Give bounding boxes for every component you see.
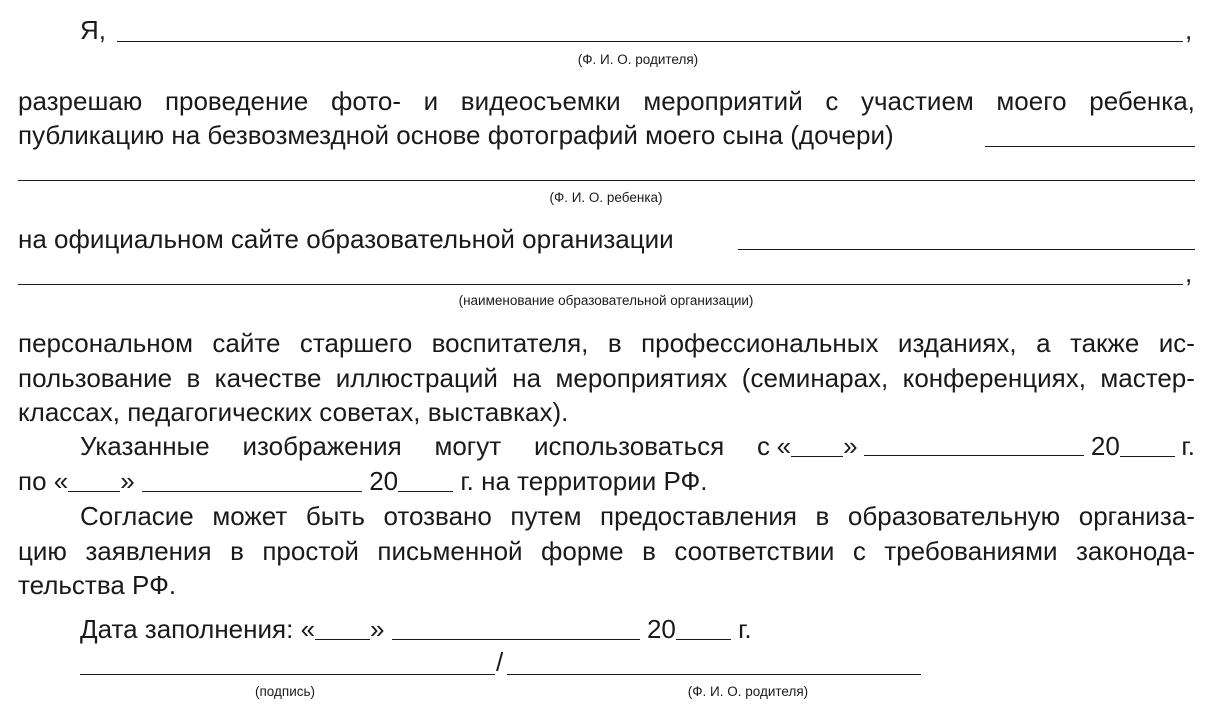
word: изображения — [242, 431, 402, 461]
word: ребенка, — [1089, 86, 1195, 116]
usage-paragraph-line-2 — [18, 363, 1195, 393]
usage-paragraph-line-3: классах, педагогических советах, выставках). — [18, 397, 569, 427]
withdraw-paragraph-line-3: тельства РФ. — [18, 570, 177, 600]
word: участием — [861, 86, 974, 116]
child-name-caption: (Ф. И. О. ребенка) — [549, 190, 663, 205]
word: качестве — [214, 363, 322, 393]
word: и — [423, 86, 439, 116]
word: соответствии — [674, 536, 835, 566]
word: письменной — [377, 536, 523, 566]
period-start-year: 20 — [1091, 431, 1175, 461]
official-site-text: на официальном сайте образовательной организации — [18, 224, 674, 254]
period-start-day: « » — [776, 431, 858, 461]
word: в — [815, 501, 830, 531]
word: моего — [996, 86, 1067, 116]
date-day-blank[interactable] — [315, 617, 370, 640]
period-end-suffix: г. на территории РФ. — [460, 466, 708, 496]
word: отозвано — [383, 501, 492, 531]
word: требованиями — [884, 536, 1058, 566]
word: с — [825, 86, 839, 116]
withdraw-paragraph-line-2 — [18, 536, 1195, 566]
word: использоваться — [533, 431, 725, 461]
consent-paragraph-line-1 — [18, 86, 1195, 116]
end-year-blank[interactable] — [398, 469, 453, 492]
organization-blank-part2[interactable] — [18, 284, 1183, 285]
word: видеосъемки — [460, 86, 621, 116]
organization-caption: (наименование образовательной организации) — [458, 293, 754, 308]
period-intro-text — [80, 431, 770, 461]
word: образовательную — [847, 501, 1061, 531]
word: на — [512, 363, 542, 393]
word: персональном — [18, 328, 193, 358]
word: изданиях, — [897, 328, 1017, 358]
word: Указанные — [80, 431, 210, 461]
word: (семинарах, — [741, 363, 889, 393]
word: законода- — [1075, 536, 1195, 566]
date-month-blank[interactable] — [392, 617, 640, 640]
word: с — [756, 431, 770, 461]
word: профессиональных — [641, 328, 879, 358]
signature-name-caption: (Ф. И. О. родителя) — [687, 684, 809, 699]
word: мероприятий — [643, 86, 803, 116]
signature-separator: / — [496, 647, 504, 677]
withdraw-paragraph-line-1 — [80, 501, 1195, 531]
parent-name-caption: (Ф. И. О. родителя) — [577, 52, 699, 67]
word: пользование — [18, 363, 173, 393]
child-name-blank-part1[interactable] — [985, 146, 1195, 147]
start-year-suffix: г. — [1181, 431, 1195, 461]
word: в — [642, 536, 656, 566]
usage-paragraph-line-1 — [18, 328, 1195, 358]
parent-line-comma: , — [1185, 15, 1193, 45]
word: может — [212, 501, 288, 531]
child-name-blank-part2[interactable] — [18, 180, 1195, 181]
word: воспитателя, — [431, 328, 589, 358]
word: быть — [305, 501, 365, 531]
organization-blank-part1[interactable] — [738, 249, 1195, 250]
parent-name-blank[interactable] — [117, 41, 1183, 42]
date-year-suffix: г. — [738, 614, 752, 644]
word: с — [852, 536, 866, 566]
word: заявления — [85, 536, 212, 566]
word: в — [186, 363, 201, 393]
word: форме — [541, 536, 624, 566]
date-year-blank[interactable] — [676, 617, 731, 640]
word: проведение — [164, 86, 309, 116]
word: простой — [262, 536, 359, 566]
start-month-blank[interactable] — [864, 433, 1084, 456]
signature-name-blank[interactable] — [507, 674, 921, 675]
word: также — [1069, 328, 1140, 358]
word: мастер- — [1100, 363, 1195, 393]
signature-caption: (подпись) — [254, 684, 316, 699]
word: могут — [434, 431, 502, 461]
start-day-blank[interactable] — [791, 434, 843, 457]
parent-prefix-text: Я, — [80, 15, 106, 45]
word: иллюстраций — [335, 363, 498, 393]
period-line-1 — [80, 431, 1195, 461]
word: мероприятиях — [555, 363, 728, 393]
start-year-blank[interactable] — [1120, 434, 1175, 457]
consent-paragraph-line-2: публикацию на безвозмездной основе фотографий моего сына (дочери) — [18, 120, 894, 150]
word: предоставления — [600, 501, 797, 531]
word: цию — [18, 536, 67, 566]
word: сайте — [212, 328, 281, 358]
signature-blank[interactable] — [80, 674, 495, 675]
word: разрешаю — [18, 86, 143, 116]
word: путем — [510, 501, 582, 531]
word: а — [1036, 328, 1051, 358]
date-label: Дата заполнения: — [80, 614, 294, 644]
organization-line-comma: , — [1185, 258, 1193, 288]
word: Согласие — [80, 501, 194, 531]
word: в — [607, 328, 622, 358]
end-day-blank[interactable] — [68, 469, 120, 492]
date-line: Дата заполнения: « » 20 г. — [80, 614, 752, 644]
end-month-blank[interactable] — [142, 469, 362, 492]
word: конференциях, — [902, 363, 1086, 393]
word: организа- — [1078, 501, 1195, 531]
word: в — [230, 536, 244, 566]
word: ис- — [1158, 328, 1195, 358]
word: старшего — [299, 328, 413, 358]
period-line-2: по « » 20 г. на территории РФ. — [18, 466, 708, 496]
period-end-prefix: по — [18, 466, 47, 496]
word: фото- — [330, 86, 401, 116]
